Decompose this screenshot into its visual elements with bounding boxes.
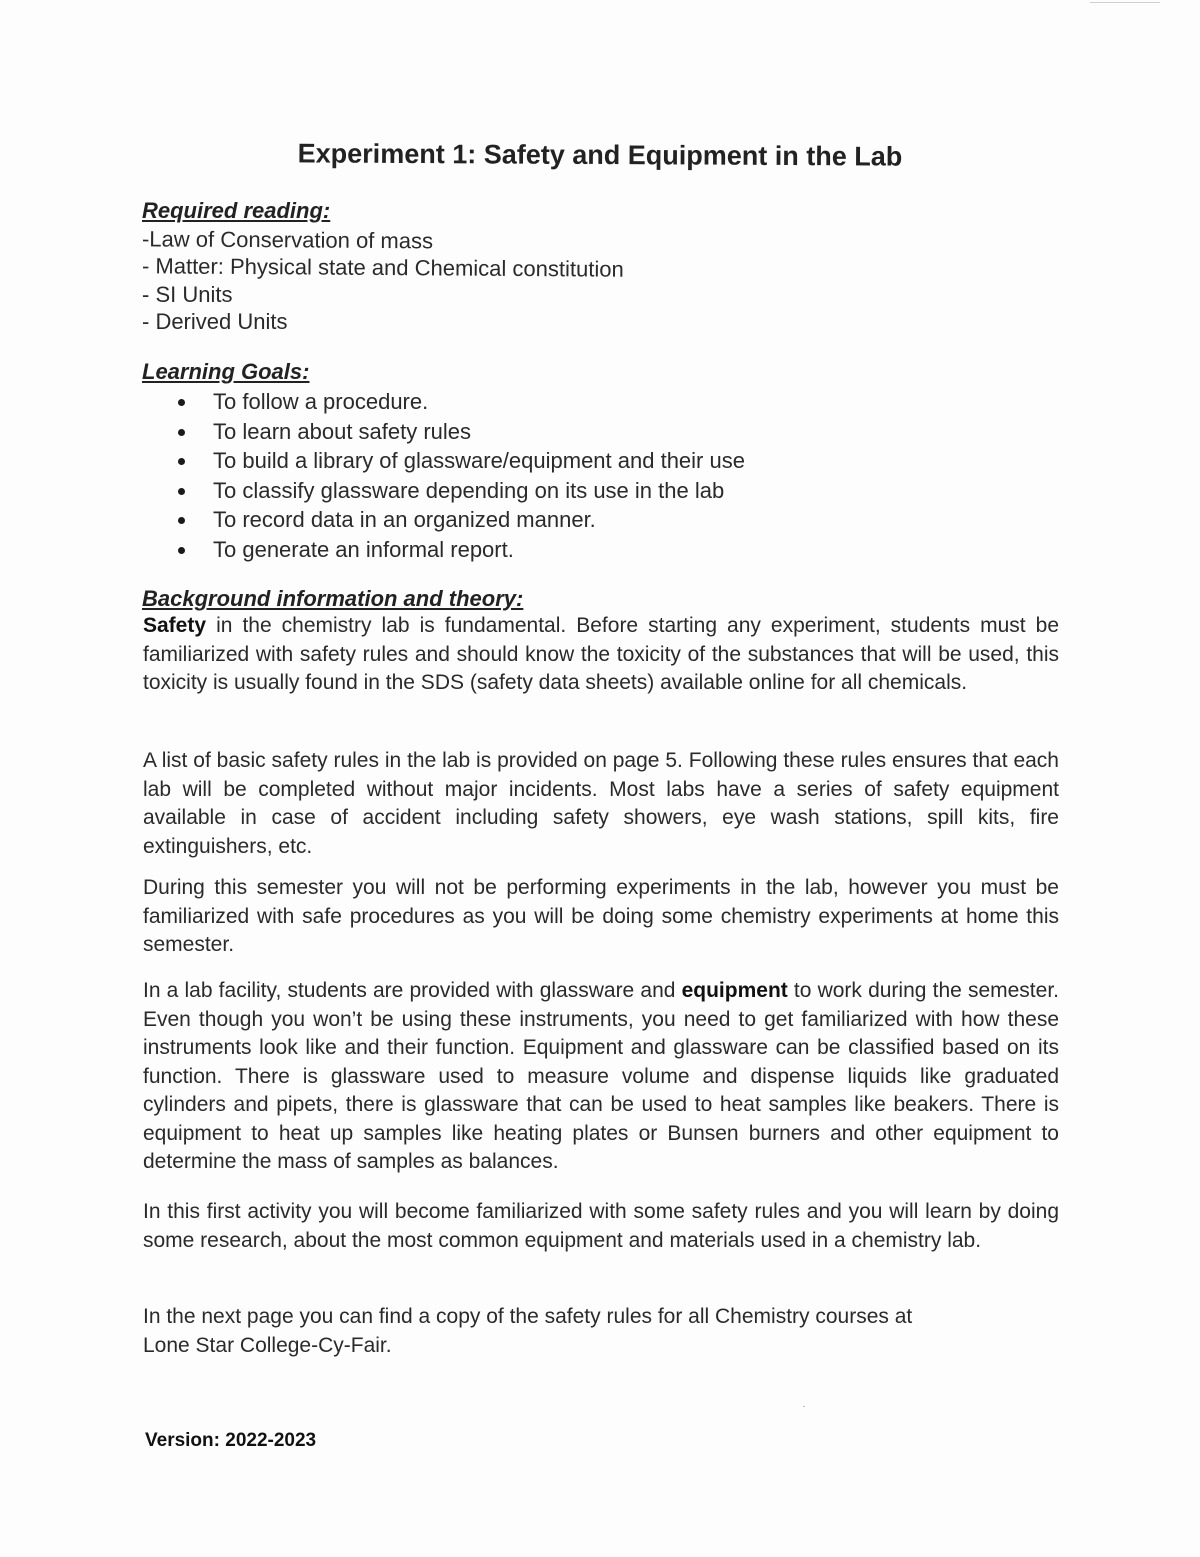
bullet-icon — [178, 488, 185, 495]
paragraph-next-page — [143, 1303, 1059, 1360]
scan-speck — [803, 1406, 805, 1407]
background-heading: Background information and theory: — [142, 586, 524, 611]
list-item — [178, 476, 745, 506]
required-reading-heading: Required reading: — [142, 198, 331, 223]
paragraph-text: to work during the semester. Even though you won’t be using these instruments, you need to get familiarized with how these instruments look like and their function. Equipment and glassware can be classified based on its function. There is glassware used to measure volume and dispense liquids like graduated cylinders and pipets, there is glassware that can be used to heat samples like beakers. There is equipment to heat up samples like heating plates or Bunsen burners and other equipment to determine the mass of samples as balances. — [143, 979, 1059, 1173]
list-item — [178, 535, 745, 565]
goal-text: To generate an informal report. — [213, 536, 514, 562]
version-label: Version: 2022-2023 — [145, 1430, 317, 1451]
paragraph-text: in the chemistry lab is fundamental. Before starting any experiment, students must be familiarized with safety rules and should know the toxicity of the substances that will be used, this toxicity is usually found in the SDS (safety data sheets) available online for all chemicals. — [143, 614, 1059, 694]
paragraph-line: In the next page you can find a copy of the safety rules for all Chemistry courses at — [143, 1305, 913, 1328]
list-item: - SI Units — [142, 282, 233, 307]
goal-text: To follow a procedure. — [213, 389, 429, 414]
bold-term: equipment — [681, 979, 788, 1002]
bold-term: Safety — [143, 614, 207, 637]
list-item — [178, 446, 745, 476]
required-reading-list — [142, 227, 624, 335]
goal-text: To learn about safety rules — [213, 418, 472, 444]
bullet-icon — [178, 547, 185, 554]
paragraph-equipment — [143, 977, 1059, 1177]
paragraph-text: In a lab facility, students are provided with glassware and — [143, 979, 682, 1002]
document-title: Experiment 1: Safety and Equipment in the Lab — [297, 138, 903, 172]
bullet-icon — [178, 517, 185, 524]
list-item — [178, 505, 745, 535]
list-item — [178, 417, 745, 447]
learning-goals-list — [178, 387, 745, 564]
scan-artifact — [1090, 2, 1160, 3]
paragraph-activity: In this first activity you will become familiarized with some safety rules and you will learn by doing some research, about the most common equipment and materials used in a chemistry lab. — [143, 1200, 1059, 1252]
paragraph-semester: During this semester you will not be performing experiments in the lab, however you must be familiarized with safe procedures as you will be doing some chemistry experiments at home this semester. — [143, 876, 1059, 956]
bullet-icon — [178, 458, 185, 465]
goal-text: To record data in an organized manner. — [213, 507, 596, 532]
goal-text: To classify glassware depending on its use in the lab — [213, 477, 725, 503]
goal-text: To build a library of glassware/equipment and their use — [213, 448, 745, 473]
bullet-icon — [178, 429, 185, 436]
learning-goals-heading: Learning Goals: — [142, 359, 310, 384]
list-item: - Matter: Physical state and Chemical constitution — [141, 253, 624, 282]
paragraph-safety — [143, 612, 1059, 698]
bullet-icon — [178, 399, 185, 406]
paragraph-rules: A list of basic safety rules in the lab is provided on page 5. Following these rules ensures that each lab will be completed without major incidents. Most labs have a series of safety equipment available in case of accident including safety showers, eye wash stations, spill kits, fire extinguishers, etc. — [143, 749, 1059, 858]
list-item: -Law of Conservation of mass — [141, 226, 434, 254]
list-item — [178, 387, 745, 417]
paragraph-line: Lone Star College-Cy-Fair. — [143, 1333, 392, 1357]
list-item: - Derived Units — [142, 309, 288, 334]
